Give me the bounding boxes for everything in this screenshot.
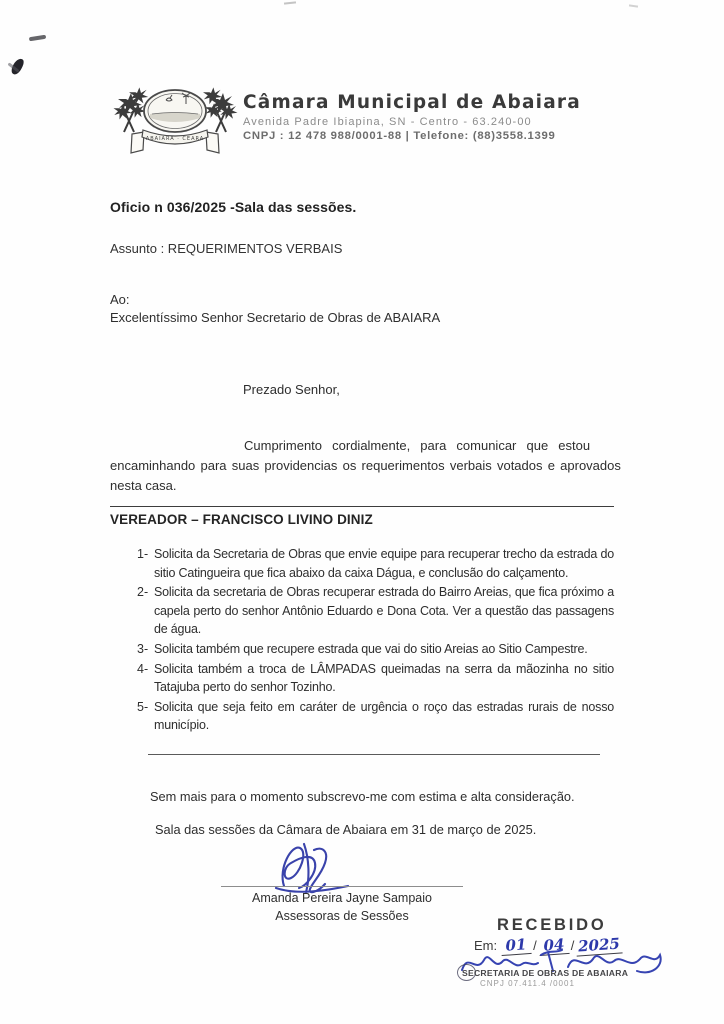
intro-line: Cumprimento cordialmente, para comunicar que estou: [244, 438, 591, 453]
date-line: Sala das sessões da Câmara de Abaiara em 31 de março de 2025.: [155, 822, 537, 837]
org-name: Câmara Municipal de Abaiara: [243, 92, 581, 113]
signature-rule: [221, 886, 463, 887]
subject-line: Assunto : REQUERIMENTOS VERBAIS: [110, 241, 343, 256]
recipient-name: Excelentíssimo Senhor Secretario de Obras de ABAIARA: [110, 310, 441, 325]
request-item-text: Solicita da Secretaria de Obras que envie equipe para recuperar trecho da estrada do sitio Catingueira que fica abaixo da caixa Dágua, e conclusão do calçamento.: [154, 547, 614, 580]
stamp-date-label: Em:: [474, 938, 498, 953]
signer-role: Assessoras de Sessões: [275, 909, 409, 923]
stamp-date-month: 04: [538, 935, 569, 956]
request-item: [137, 545, 614, 582]
section-title: VEREADOR – FRANCISCO LIVINO DINIZ: [110, 512, 373, 527]
request-item-number: 3-: [137, 641, 149, 656]
intro-line: encaminhando para suas providencias os requerimentos verbais votados e aprovados: [110, 458, 621, 473]
intro-line: nesta casa.: [110, 478, 177, 493]
stamp-date-year: 2025: [576, 934, 623, 956]
ink-mark: [629, 4, 638, 7]
stamp-org-line: SECRETARIA DE OBRAS DE ABAIARA: [462, 968, 629, 978]
coat-of-arms-logo-icon: [110, 84, 240, 172]
closing-line: Sem mais para o momento subscrevo-me com estima e alta consideração.: [150, 789, 575, 804]
request-item-text: Solicita também a troca de LÂMPADAS queimadas na serra da mãozinha no sitio Tatajuba perto do senhor Tozinho.: [154, 661, 614, 695]
section-divider: [110, 506, 614, 507]
ink-mark: [284, 1, 296, 4]
ink-mark: [29, 35, 46, 41]
request-item-number: 2-: [137, 585, 149, 600]
stamp-date-day: 01: [500, 935, 531, 956]
salutation: Prezado Senhor,: [243, 382, 340, 397]
recipient-label: Ao:: [110, 292, 130, 307]
request-item: [137, 698, 614, 735]
request-item-text: Solicita que seja feito em caráter de urgência o roço das estradas rurais de nosso município.: [154, 699, 614, 733]
letterhead: [243, 92, 643, 142]
stamp-cnpj-line: CNPJ 07.411.4 /0001: [480, 979, 575, 988]
request-item-number: 1-: [137, 547, 149, 561]
request-item: [137, 640, 614, 659]
closing-divider: [148, 754, 600, 755]
stamp-date-slash: /: [570, 938, 575, 953]
stamp-date-slash: /: [533, 938, 537, 953]
request-item-text: Solicita também que recupere estrada que vai do sitio Areias ao Sitio Campestre.: [154, 641, 588, 656]
reference-line: Oficio n 036/2025 -Sala das sessões.: [110, 199, 357, 215]
request-item-number: 4-: [137, 661, 149, 676]
request-list: [137, 545, 614, 736]
request-item: [137, 660, 614, 697]
intro-paragraph: [110, 436, 621, 496]
request-item-text: Solicita da secretaria de Obras recuperar estrada do Bairro Areias, que fica próximo a capela perto do senhor Antônio Eduardo e Dona Cota. Ver a questão das passagens de água.: [154, 585, 614, 637]
request-item: [137, 583, 614, 639]
request-item-number: 5-: [137, 699, 149, 714]
org-address: Avenida Padre Ibiapina, SN - Centro - 63.240-00: [243, 116, 532, 128]
signer-name: Amanda Pereira Jayne Sampaio: [252, 891, 432, 905]
received-stamp-title: RECEBIDO: [497, 916, 607, 934]
org-cnpj-phone: CNPJ : 12 478 988/0001-88 | Telefone: (88)3558.1399: [243, 130, 556, 142]
logo-ribbon-text: ABAIARA · CEARA: [145, 136, 205, 142]
